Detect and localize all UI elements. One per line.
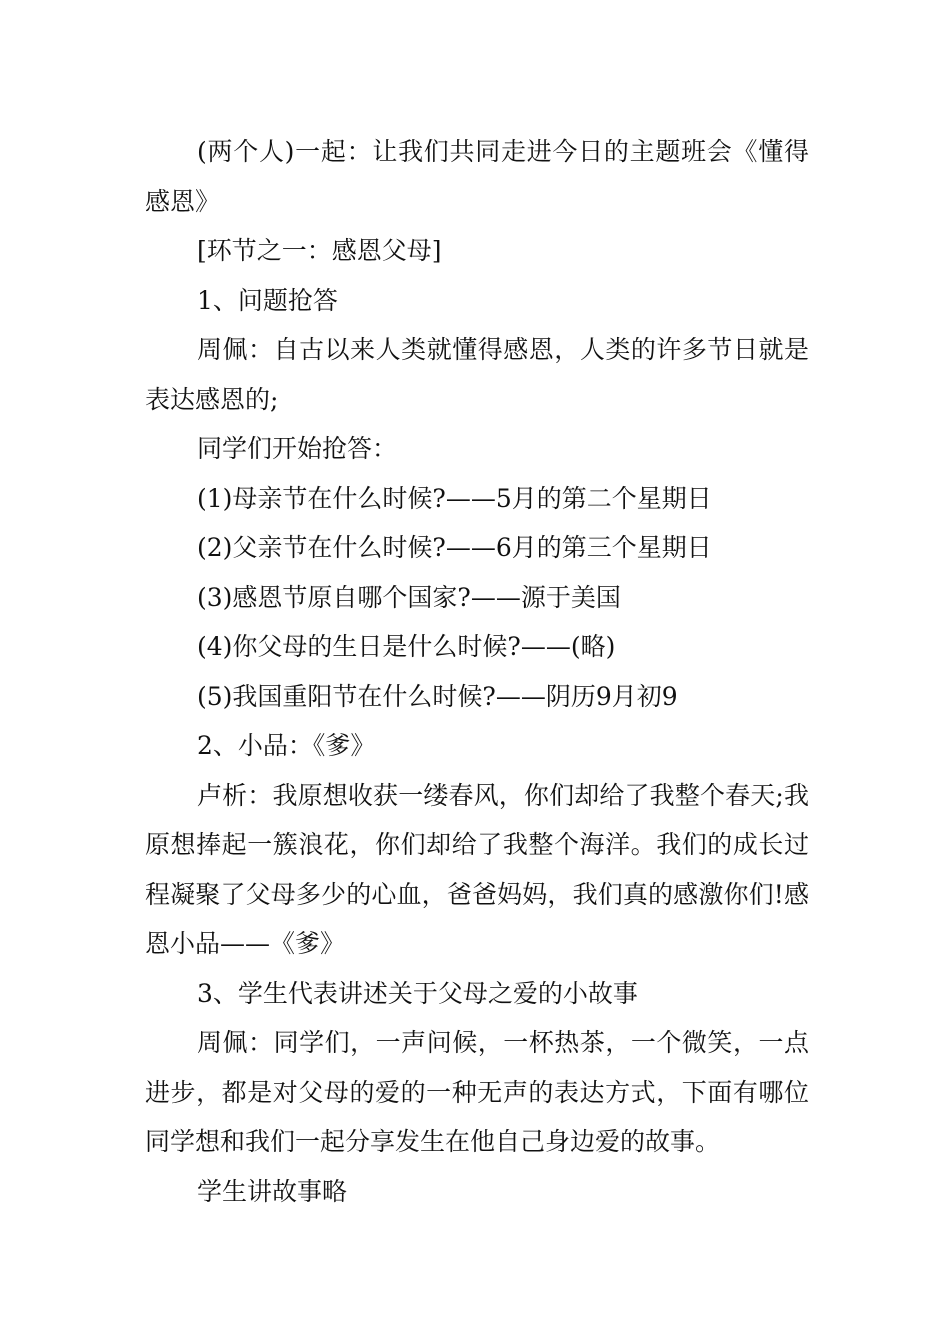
item-heading-1: 1、问题抢答 (197, 285, 338, 315)
document-body (145, 127, 809, 1216)
paragraph-student-story: 学生讲故事略 (197, 1176, 348, 1206)
quiz-question-3: (3)感恩节原自哪个国家?——源于美国 (197, 582, 621, 612)
quiz-question-5: (5)我国重阳节在什么时候?——阴历9月初9 (197, 681, 678, 711)
item-heading-3: 3、学生代表讲述关于父母之爱的小故事 (197, 978, 638, 1008)
item-heading-2: 2、小品：《爹》 (197, 731, 376, 760)
quiz-question-4: (4)你父母的生日是什么时候?——(略) (197, 632, 616, 661)
paragraph-zhoupei-story: 周佩：同学们，一声问候，一杯热茶，一个微笑，一点进步，都是对父母的爱的一种无声的表达方式，下面有哪位同学想和我们一起分享发生在他自己身边爱的故事。 (145, 1028, 809, 1156)
section-heading: [环节之一：感恩父母] (197, 236, 442, 265)
paragraph-quiz-start: 同学们开始抢答： (197, 434, 398, 463)
quiz-question-2: (2)父亲节在什么时候?——6月的第三个星期日 (197, 533, 712, 562)
paragraph-luxi: 卢析：我原想收获一缕春风，你们却给了我整个春天;我原想捧起一簇浪花，你们却给了我整个海洋。我们的成长过程凝聚了父母多少的心血，爸爸妈妈，我们真的感激你们!感恩小品——《爹》 (145, 780, 809, 958)
quiz-question-1: (1)母亲节在什么时候?——5月的第二个星期日 (197, 483, 712, 513)
paragraph-opening: (两个人)一起：让我们共同走进今日的主题班会《懂得感恩》 (145, 137, 809, 216)
paragraph-zhoupei-intro: 周佩：自古以来人类就懂得感恩，人类的许多节日就是表达感恩的; (145, 335, 809, 414)
